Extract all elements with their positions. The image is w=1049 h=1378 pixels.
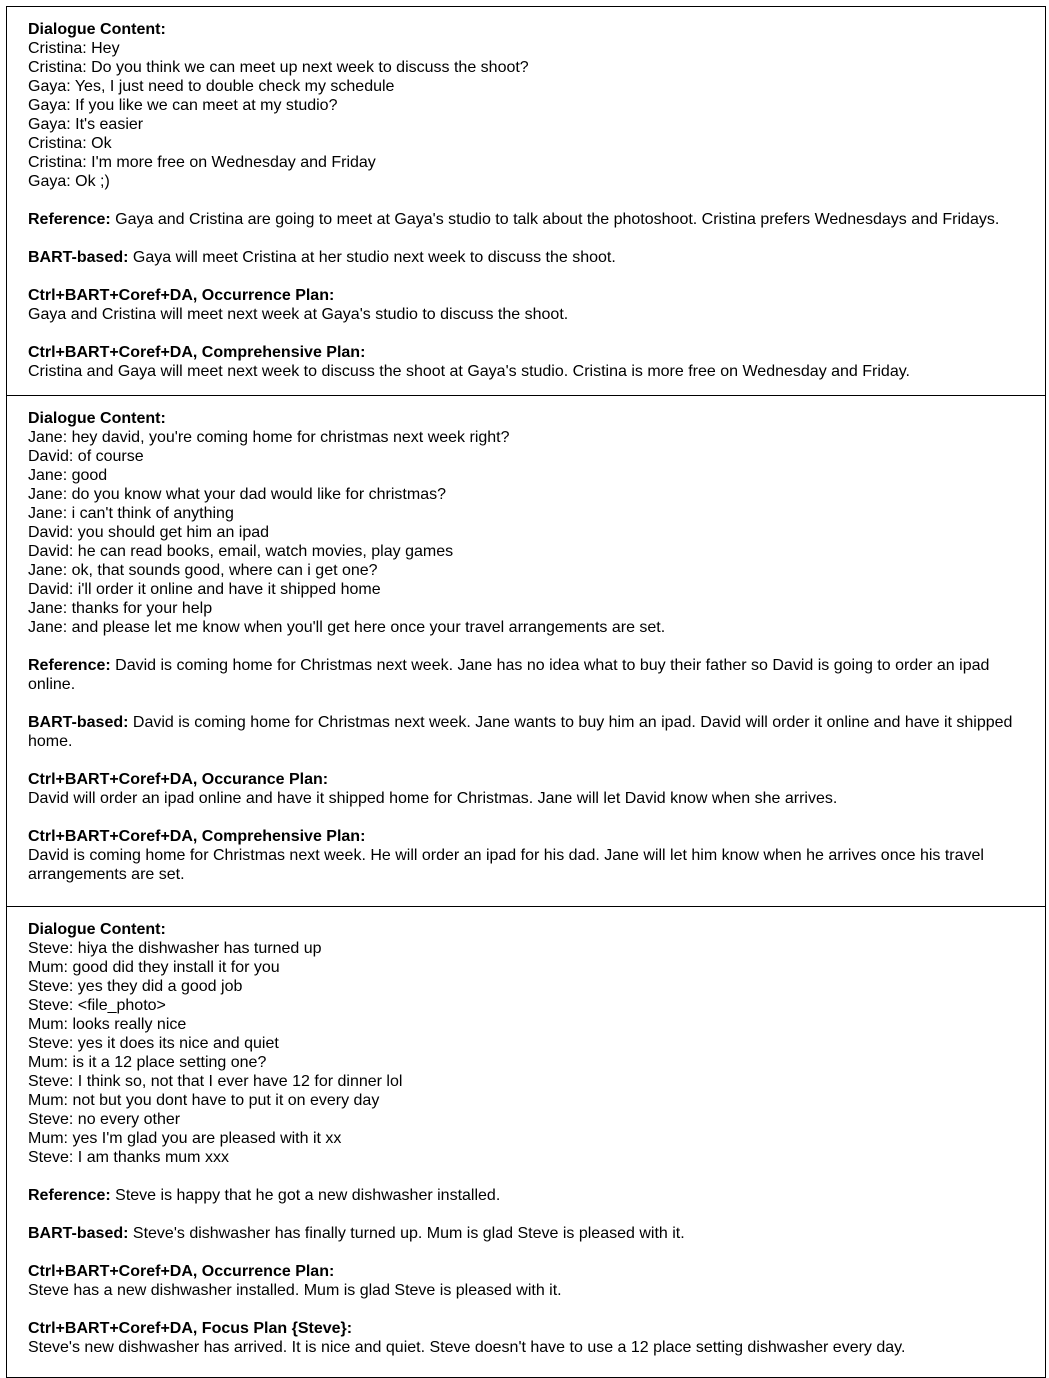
reference-summary bbox=[28, 210, 1027, 229]
dialogue-turn: Mum: looks really nice bbox=[28, 1016, 187, 1033]
dialogue-turn: Steve: yes they did a good job bbox=[28, 978, 243, 995]
bart-summary bbox=[28, 713, 1027, 751]
dialogue-turn: Jane: ok, that sounds good, where can i get one? bbox=[28, 562, 378, 579]
dialogue-turn: Steve: yes it does its nice and quiet bbox=[28, 1035, 279, 1052]
reference-label: Reference: bbox=[28, 1187, 111, 1204]
dialogue-turn: Mum: yes I'm glad you are pleased with it xx bbox=[28, 1130, 342, 1147]
dialogue-turn: Gaya: It's easier bbox=[28, 116, 144, 133]
dialogue-turn: David: of course bbox=[28, 448, 144, 465]
dialogue-turn: Steve: I think so, not that I ever have 12 for dinner lol bbox=[28, 1073, 403, 1090]
dialogue-turn: Steve: no every other bbox=[28, 1111, 181, 1128]
plan1-label: Ctrl+BART+Coref+DA, Occurrence Plan: bbox=[28, 1263, 335, 1280]
dialogue-turn: Cristina: Hey bbox=[28, 40, 120, 57]
reference-summary bbox=[28, 1186, 1027, 1205]
dialogue-turn: Gaya: If you like we can meet at my studio? bbox=[28, 97, 338, 114]
plan1-text: Gaya and Cristina will meet next week at Gaya's studio to discuss the shoot. bbox=[28, 306, 569, 323]
dialogue-turn: Jane: thanks for your help bbox=[28, 600, 213, 617]
dialogue-turn: David: i'll order it online and have it shipped home bbox=[28, 581, 381, 598]
dialogue-turn: Cristina: I'm more free on Wednesday and Friday bbox=[28, 154, 376, 171]
dialogue-turn: Gaya: Yes, I just need to double check my schedule bbox=[28, 78, 395, 95]
dialogue-turn: Mum: good did they install it for you bbox=[28, 959, 280, 976]
plan2-text: David is coming home for Christmas next week. He will order an ipad for his dad. Jane will let him know when he arrives once his travel arrangements are set. bbox=[28, 847, 984, 883]
dialogue-turn: Jane: i can't think of anything bbox=[28, 505, 234, 522]
plan2-label: Ctrl+BART+Coref+DA, Focus Plan {Steve}: bbox=[28, 1320, 353, 1337]
dialogue-turn: Jane: hey david, you're coming home for christmas next week right? bbox=[28, 429, 510, 446]
plan1-label: Ctrl+BART+Coref+DA, Occurance Plan: bbox=[28, 771, 329, 788]
bart-text: David is coming home for Christmas next week. Jane wants to buy him an ipad. David will order it online and have it shipped home. bbox=[28, 714, 1013, 750]
reference-text: Steve is happy that he got a new dishwasher installed. bbox=[110, 1187, 501, 1204]
reference-label: Reference: bbox=[28, 657, 111, 674]
bart-text: Steve's dishwasher has finally turned up. Mum is glad Steve is pleased with it. bbox=[128, 1225, 685, 1242]
bart-label: BART-based: bbox=[28, 249, 129, 266]
dialogue-turn: Steve: <file_photo> bbox=[28, 997, 166, 1014]
plan2-text: Steve's new dishwasher has arrived. It is nice and quiet. Steve doesn't have to use a 12 place setting dishwasher every day. bbox=[28, 1339, 906, 1356]
dialogue-label: Dialogue Content: bbox=[28, 410, 166, 427]
dialogue-turn: Jane: good bbox=[28, 467, 108, 484]
dialogue-label: Dialogue Content: bbox=[28, 921, 166, 938]
dialogue-turn: David: you should get him an ipad bbox=[28, 524, 270, 541]
plan1-text: Steve has a new dishwasher installed. Mum is glad Steve is pleased with it. bbox=[28, 1282, 562, 1299]
dialogue-label: Dialogue Content: bbox=[28, 21, 166, 38]
dialogue-turn: Mum: not but you dont have to put it on every day bbox=[28, 1092, 380, 1109]
plan2-label: Ctrl+BART+Coref+DA, Comprehensive Plan: bbox=[28, 828, 366, 845]
summary-examples-table bbox=[6, 6, 1046, 1378]
reference-summary bbox=[28, 656, 1027, 694]
bart-summary bbox=[28, 1224, 1027, 1243]
dialogue-turn: Cristina: Ok bbox=[28, 135, 112, 152]
dialogue-turn: Mum: is it a 12 place setting one? bbox=[28, 1054, 267, 1071]
plan1-label: Ctrl+BART+Coref+DA, Occurrence Plan: bbox=[28, 287, 335, 304]
dialogue-turn: Jane: do you know what your dad would like for christmas? bbox=[28, 486, 446, 503]
reference-text: David is coming home for Christmas next week. Jane has no idea what to buy their father so David is going to order an ipad online. bbox=[28, 657, 990, 693]
example-block-3 bbox=[7, 906, 1045, 1377]
dialogue-turn: Jane: and please let me know when you'll get here once your travel arrangements are set. bbox=[28, 619, 666, 636]
bart-summary bbox=[28, 248, 1027, 267]
plan1-text: David will order an ipad online and have it shipped home for Christmas. Jane will let David know when she arrives. bbox=[28, 790, 838, 807]
dialogue-turn: Steve: hiya the dishwasher has turned up bbox=[28, 940, 322, 957]
bart-label: BART-based: bbox=[28, 714, 129, 731]
dialogue-turn: Steve: I am thanks mum xxx bbox=[28, 1149, 229, 1166]
plan2-label: Ctrl+BART+Coref+DA, Comprehensive Plan: bbox=[28, 344, 366, 361]
example-block-1 bbox=[7, 7, 1045, 395]
bart-label: BART-based: bbox=[28, 1225, 129, 1242]
dialogue-turn: Gaya: Ok ;) bbox=[28, 173, 110, 190]
dialogue-turn: David: he can read books, email, watch movies, play games bbox=[28, 543, 454, 560]
reference-label: Reference: bbox=[28, 211, 111, 228]
bart-text: Gaya will meet Cristina at her studio next week to discuss the shoot. bbox=[128, 249, 616, 266]
example-block-2 bbox=[7, 395, 1045, 906]
plan2-text: Cristina and Gaya will meet next week to discuss the shoot at Gaya's studio. Cristina is more free on Wednesday and Friday. bbox=[28, 363, 910, 380]
reference-text: Gaya and Cristina are going to meet at Gaya's studio to talk about the photoshoot. Cristina prefers Wednesdays and Fridays. bbox=[110, 211, 1000, 228]
dialogue-turn: Cristina: Do you think we can meet up next week to discuss the shoot? bbox=[28, 59, 529, 76]
